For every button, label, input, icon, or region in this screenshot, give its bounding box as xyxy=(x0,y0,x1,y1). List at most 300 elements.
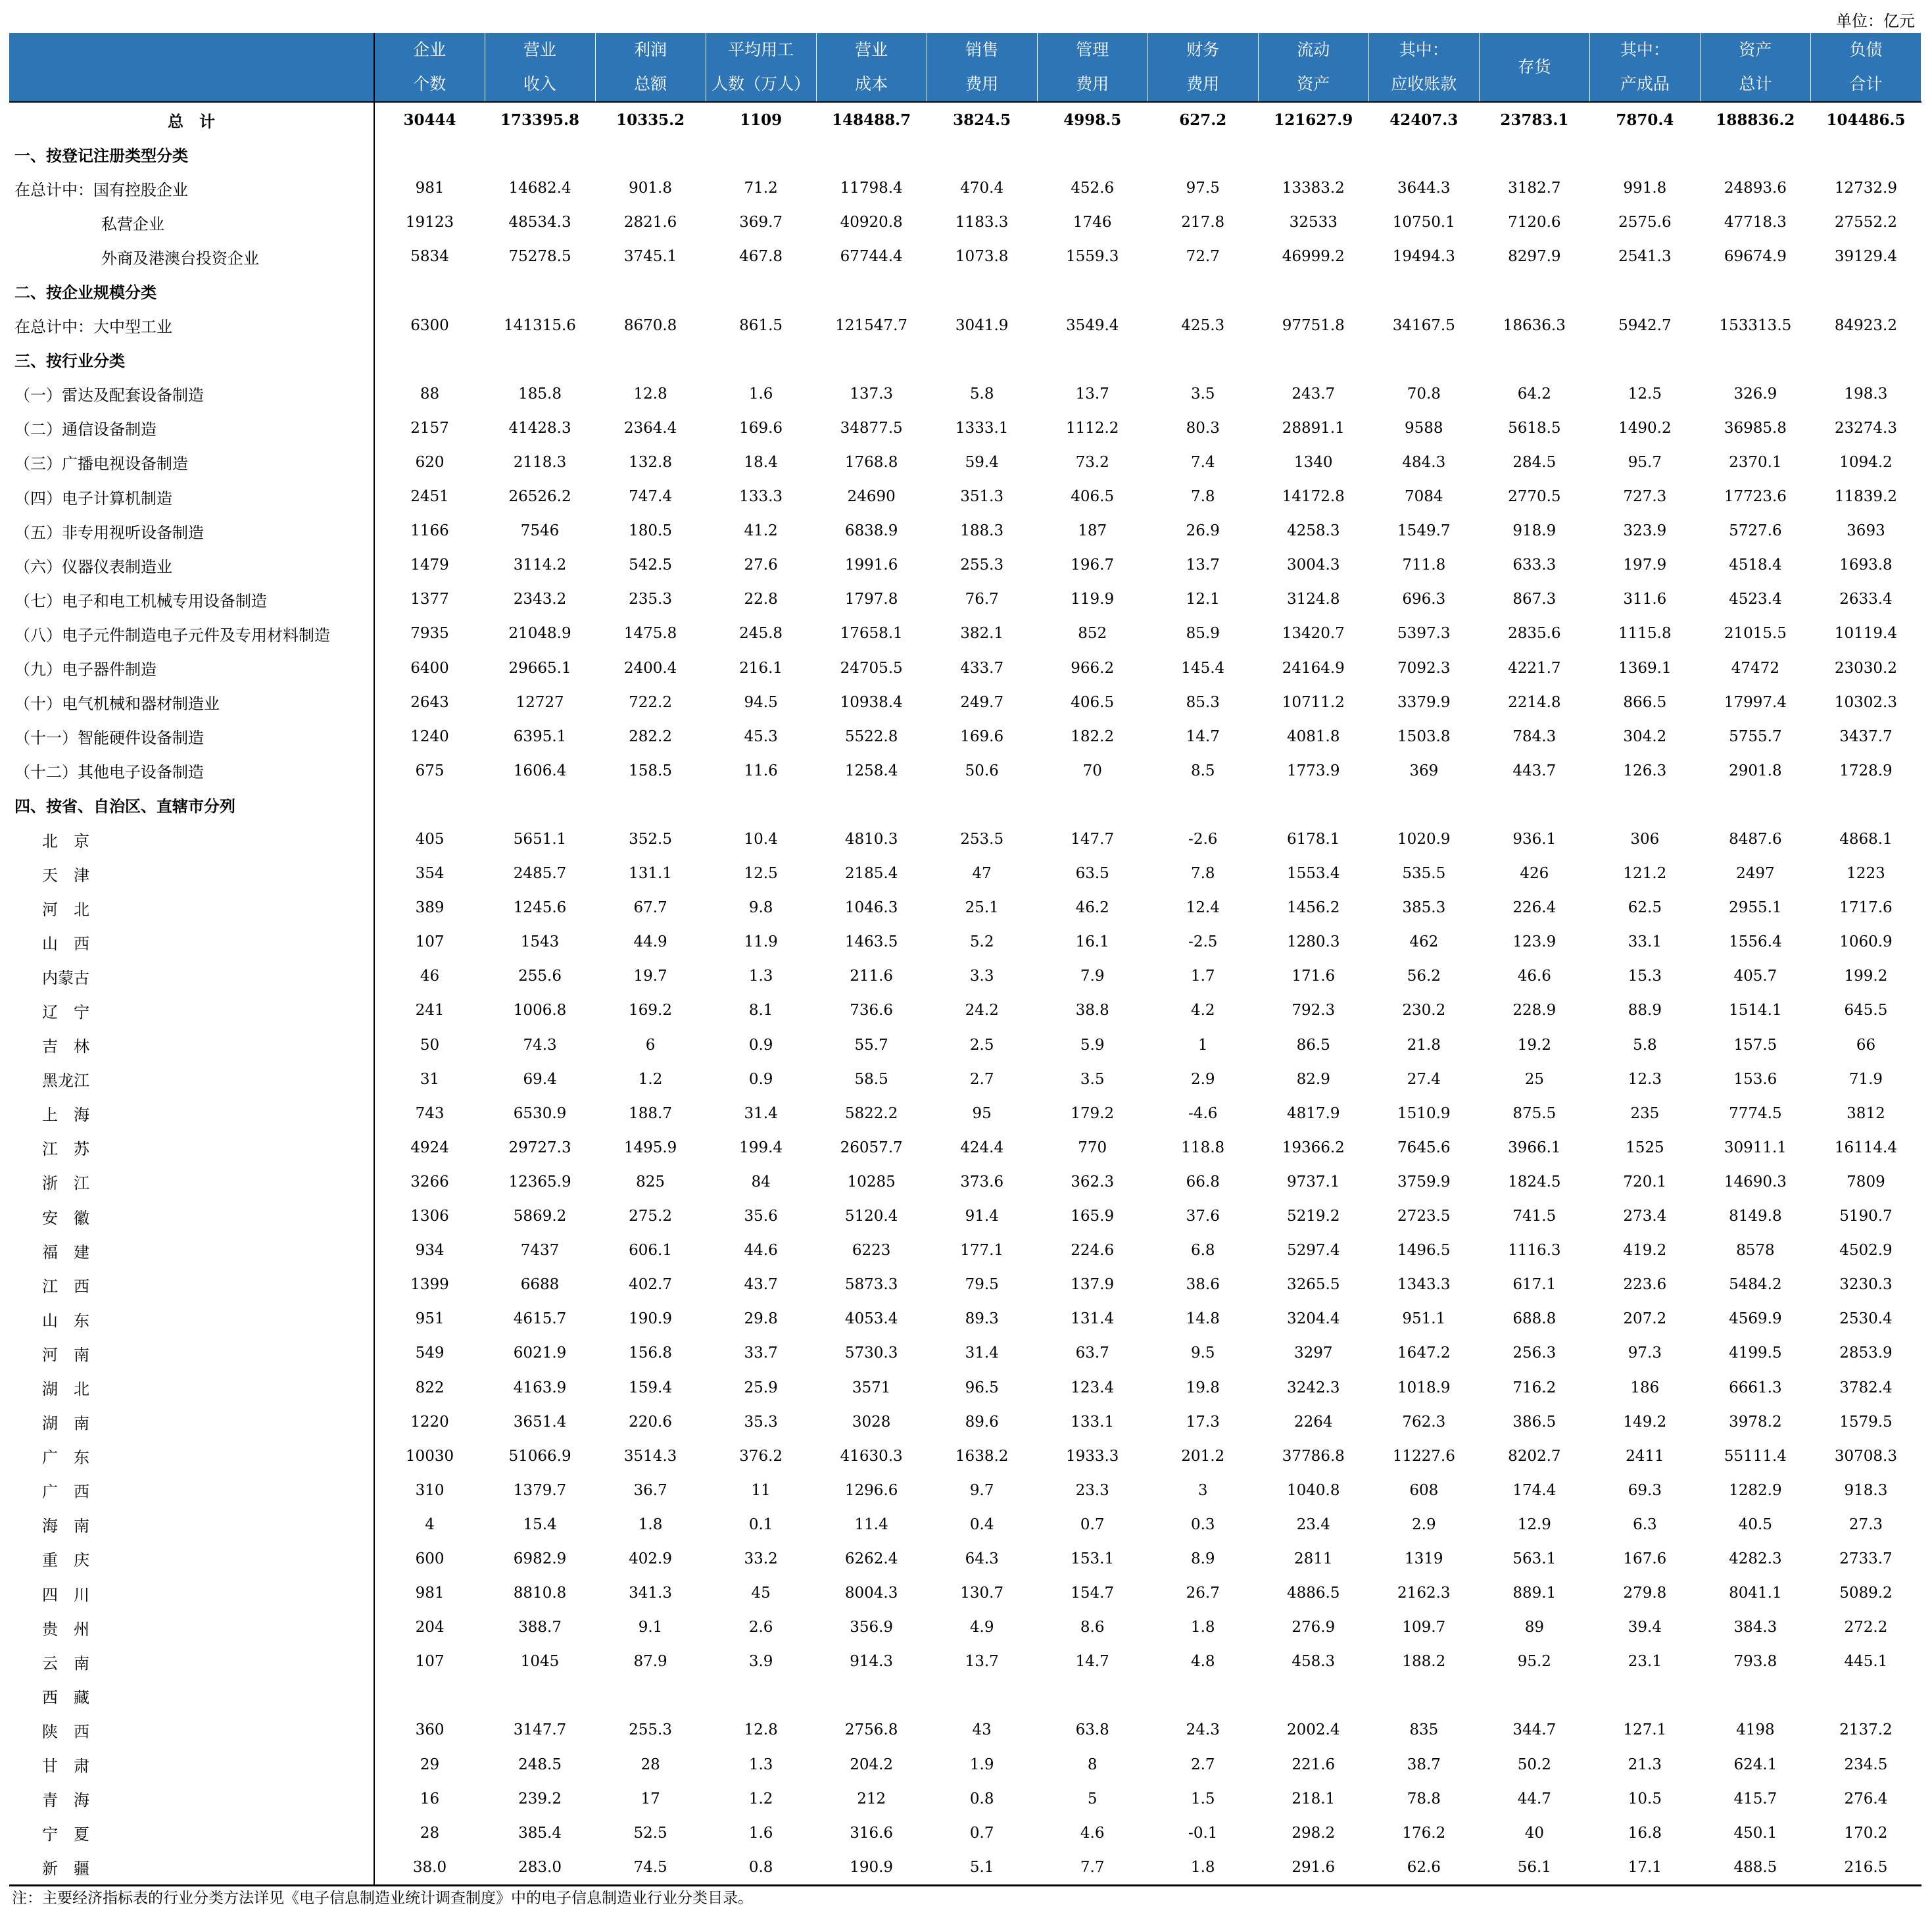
table-cell: 716.2 xyxy=(1512,1379,1557,1396)
table-cell: 720.1 xyxy=(1623,1173,1667,1191)
table-cell: 48534.3 xyxy=(508,214,571,232)
table-cell: 2770.5 xyxy=(1508,488,1561,506)
table-cell: 458.3 xyxy=(1292,1653,1336,1671)
table-header-row xyxy=(9,33,1921,102)
table-cell: 44.6 xyxy=(744,1242,778,1260)
table-cell: 344.7 xyxy=(1512,1721,1557,1739)
table-cell: 354 xyxy=(415,865,445,883)
section-row xyxy=(9,343,1921,377)
table-cell: 28 xyxy=(640,1756,660,1773)
table-cell: 16 xyxy=(420,1790,440,1807)
row-label: （七）电子和电工机械专用设备制造 xyxy=(9,582,374,616)
table-cell: 10335.2 xyxy=(595,102,706,137)
table-cell: 17658.1 xyxy=(840,625,903,643)
table-cell: 1040.8 xyxy=(1287,1481,1340,1499)
table-cell: 914.3 xyxy=(850,1653,894,1671)
table-cell: 97.3 xyxy=(1628,1344,1662,1362)
table-cell: 46 xyxy=(420,968,440,985)
table-cell xyxy=(816,274,927,308)
table-cell: 3204.4 xyxy=(1287,1310,1340,1328)
table-cell: 341.3 xyxy=(629,1585,672,1602)
table-cell: 7120.6 xyxy=(1508,214,1561,232)
table-row xyxy=(9,822,1921,856)
table-cell: 4.6 xyxy=(1080,1824,1105,1842)
table-cell: 0.7 xyxy=(969,1824,994,1842)
table-cell: 1.5 xyxy=(1190,1790,1215,1807)
table-cell: 4.8 xyxy=(1190,1653,1215,1671)
table-row xyxy=(9,959,1921,993)
table-cell: 84 xyxy=(751,1173,771,1191)
table-cell: 190.9 xyxy=(629,1310,672,1328)
table-cell: 21.8 xyxy=(1407,1036,1441,1054)
table-cell: 3182.7 xyxy=(1508,180,1561,197)
table-cell: 239.2 xyxy=(518,1790,562,1807)
table-cell: 866.5 xyxy=(1623,693,1667,711)
table-cell: 2633.4 xyxy=(1839,591,1893,608)
table-cell xyxy=(374,788,485,822)
table-cell: 228.9 xyxy=(1512,1002,1557,1020)
table-cell: 3.3 xyxy=(969,968,994,985)
table-row xyxy=(9,171,1921,205)
table-cell: 5755.7 xyxy=(1729,727,1782,745)
table-cell: 5297.4 xyxy=(1287,1242,1340,1260)
table-cell: 2.6 xyxy=(748,1619,773,1636)
table-cell xyxy=(1147,274,1258,308)
table-cell: 27.4 xyxy=(1407,1070,1441,1088)
table-cell: 6.3 xyxy=(1633,1515,1657,1533)
col-header: 财务 费用 xyxy=(1147,33,1258,102)
table-cell: 542.5 xyxy=(629,556,672,574)
table-cell: 14.7 xyxy=(1075,1653,1109,1671)
table-cell: 199.4 xyxy=(739,1139,783,1156)
table-cell: 450.1 xyxy=(1733,1824,1777,1842)
table-cell: 2400.4 xyxy=(623,659,677,677)
table-cell xyxy=(927,1679,1037,1713)
table-cell: 1.3 xyxy=(748,1756,773,1773)
table-cell: 10119.4 xyxy=(1834,625,1898,643)
table-cell: 0.4 xyxy=(969,1515,994,1533)
table-cell: 121.2 xyxy=(1623,865,1667,883)
table-cell: 1.7 xyxy=(1190,968,1215,985)
table-cell: 180.5 xyxy=(629,522,672,540)
table-cell: 861.5 xyxy=(739,316,783,334)
table-cell xyxy=(1147,1679,1258,1713)
table-cell: 5873.3 xyxy=(844,1276,898,1294)
row-label: 安 徽 xyxy=(9,1199,374,1233)
table-cell: 4924 xyxy=(410,1139,449,1156)
table-cell: 35.6 xyxy=(744,1208,778,1225)
table-cell: 793.8 xyxy=(1733,1653,1777,1671)
table-cell xyxy=(1479,343,1589,377)
table-cell: 5.2 xyxy=(969,933,994,951)
table-cell: 86.5 xyxy=(1296,1036,1330,1054)
table-cell: 1223 xyxy=(1847,865,1885,883)
table-cell: 174.4 xyxy=(1512,1481,1557,1499)
table-cell: 1503.8 xyxy=(1397,727,1451,745)
row-label: 在总计中：国有控股企业 xyxy=(9,171,374,205)
row-label: （六）仪器仪表制造业 xyxy=(9,548,374,582)
table-row xyxy=(9,1096,1921,1131)
table-cell: 56.2 xyxy=(1407,968,1441,985)
table-cell: 82.9 xyxy=(1296,1070,1330,1088)
table-cell: 6262.4 xyxy=(844,1550,898,1567)
table-cell: 59.4 xyxy=(965,453,999,471)
table-row xyxy=(9,308,1921,343)
table-row xyxy=(9,548,1921,582)
table-cell xyxy=(1368,788,1479,822)
table-cell: 1282.9 xyxy=(1729,1481,1782,1499)
table-cell: 8.6 xyxy=(1080,1619,1105,1636)
table-cell: 688.8 xyxy=(1512,1310,1557,1328)
table-cell: 792.3 xyxy=(1292,1002,1336,1020)
table-cell xyxy=(706,274,816,308)
row-label: 青 海 xyxy=(9,1782,374,1816)
table-cell: 27552.2 xyxy=(1834,214,1898,232)
table-cell: 37786.8 xyxy=(1282,1447,1345,1465)
table-cell: 3379.9 xyxy=(1397,693,1451,711)
table-cell xyxy=(816,1679,927,1713)
table-cell: 1333.1 xyxy=(955,419,1009,437)
table-cell xyxy=(485,788,595,822)
table-cell: 7870.4 xyxy=(1589,102,1700,137)
table-cell: 37.6 xyxy=(1186,1208,1220,1225)
table-cell: 2.9 xyxy=(1412,1515,1436,1533)
table-cell: 256.3 xyxy=(1512,1344,1557,1362)
table-cell: 56.1 xyxy=(1479,1850,1589,1886)
table-cell: 3147.7 xyxy=(513,1721,567,1739)
table-cell: 741.5 xyxy=(1512,1208,1557,1225)
table-cell: 33.2 xyxy=(744,1550,778,1567)
table-cell: 24705.5 xyxy=(840,659,903,677)
table-cell: 47472 xyxy=(1731,659,1779,677)
table-row xyxy=(9,1473,1921,1508)
table-cell: 0.9 xyxy=(748,1036,773,1054)
table-cell: 2497 xyxy=(1736,865,1775,883)
row-label: 河 北 xyxy=(9,891,374,925)
table-cell: 10750.1 xyxy=(1392,214,1455,232)
col-header: 平均用工 人数（万人） xyxy=(706,33,816,102)
table-body xyxy=(9,102,1921,1885)
table-cell: 1746 xyxy=(1073,214,1112,232)
table-cell: 89 xyxy=(1524,1619,1544,1636)
table-cell: 91.4 xyxy=(965,1208,999,1225)
table-cell: 187 xyxy=(1078,522,1107,540)
table-cell: 1094.2 xyxy=(1839,453,1893,471)
table-cell: 19366.2 xyxy=(1282,1139,1345,1156)
table-cell: 38.6 xyxy=(1186,1276,1220,1294)
row-label: 北 京 xyxy=(9,822,374,856)
table-cell: 3966.1 xyxy=(1508,1139,1561,1156)
table-cell xyxy=(1368,1679,1479,1713)
table-cell: 66.8 xyxy=(1186,1173,1220,1191)
col-header: 其中： 应收账款 xyxy=(1368,33,1479,102)
table-cell: 118.8 xyxy=(1181,1139,1225,1156)
table-cell xyxy=(374,274,485,308)
table-cell: 0.8 xyxy=(706,1850,816,1886)
table-cell: 3028 xyxy=(852,1413,891,1431)
table-cell: 9588 xyxy=(1405,419,1443,437)
row-label: 江 西 xyxy=(9,1267,374,1302)
table-cell: 5089.2 xyxy=(1839,1585,1893,1602)
table-cell: 549 xyxy=(415,1344,445,1362)
table-cell: 132.8 xyxy=(629,453,672,471)
table-cell: 867.3 xyxy=(1512,591,1557,608)
table-cell: 1112.2 xyxy=(1065,419,1119,437)
table-cell: 119.9 xyxy=(1071,591,1115,608)
table-cell: 1006.8 xyxy=(513,1002,567,1020)
table-cell: 58.5 xyxy=(854,1070,888,1088)
table-cell: 7084 xyxy=(1405,488,1443,506)
table-cell: 3437.7 xyxy=(1839,727,1893,745)
table-cell xyxy=(1700,1679,1810,1713)
table-cell: 1606.4 xyxy=(513,762,567,779)
table-row xyxy=(9,205,1921,239)
table-cell: 7.7 xyxy=(1037,1850,1147,1886)
table-cell: 207.2 xyxy=(1623,1310,1667,1328)
table-cell: 24690 xyxy=(847,488,896,506)
table-cell: 6688 xyxy=(520,1276,560,1294)
table-cell: 0.9 xyxy=(748,1070,773,1088)
table-cell: 25.9 xyxy=(744,1379,778,1396)
table-cell xyxy=(1810,137,1921,171)
table-cell: 5219.2 xyxy=(1287,1208,1340,1225)
table-cell: 96.5 xyxy=(965,1379,999,1396)
table-cell xyxy=(1037,788,1147,822)
table-row xyxy=(9,754,1921,788)
section-row xyxy=(9,274,1921,308)
table-cell: 1525 xyxy=(1626,1139,1664,1156)
table-cell: 196.7 xyxy=(1071,556,1115,574)
table-cell: 784.3 xyxy=(1512,727,1557,745)
table-cell: 12.9 xyxy=(1517,1515,1551,1533)
table-cell xyxy=(927,274,1037,308)
table-cell xyxy=(1258,1679,1368,1713)
table-cell: 3266 xyxy=(410,1173,449,1191)
table-cell: 177.1 xyxy=(960,1242,1004,1260)
table-cell: 9737.1 xyxy=(1287,1173,1340,1191)
table-cell: 51066.9 xyxy=(508,1447,571,1465)
table-cell: 8 xyxy=(1087,1756,1098,1773)
table-cell: 22.8 xyxy=(744,591,778,608)
table-cell: 21015.5 xyxy=(1724,625,1787,643)
table-row xyxy=(9,1233,1921,1267)
table-cell: 4518.4 xyxy=(1729,556,1782,574)
table-cell: 157.5 xyxy=(1733,1036,1777,1054)
row-label: （二）通信设备制造 xyxy=(9,411,374,445)
table-row xyxy=(9,1028,1921,1062)
table-cell xyxy=(1700,137,1810,171)
table-cell: 255.3 xyxy=(629,1721,672,1739)
table-cell: 405.7 xyxy=(1733,968,1777,985)
table-cell: 243.7 xyxy=(1292,385,1336,403)
table-cell: 2264 xyxy=(1293,1413,1333,1431)
table-cell: 153.1 xyxy=(1071,1550,1115,1567)
table-cell: 224.6 xyxy=(1071,1242,1115,1260)
table-cell: 770 xyxy=(1078,1139,1107,1156)
table-cell: 167.6 xyxy=(1623,1550,1667,1567)
table-cell: 0.8 xyxy=(969,1790,994,1807)
table-cell: 88.9 xyxy=(1628,1002,1662,1020)
table-cell: 1240 xyxy=(410,727,449,745)
unit-label: 单位：亿元 xyxy=(1836,12,1915,30)
table-cell: 39129.4 xyxy=(1834,248,1898,266)
table-cell: 4523.4 xyxy=(1729,591,1782,608)
table-cell: 169.6 xyxy=(960,727,1004,745)
table-cell: 711.8 xyxy=(1402,556,1446,574)
table-cell: 1933.3 xyxy=(1065,1447,1119,1465)
row-label: 湖 南 xyxy=(9,1405,374,1439)
table-cell: 69674.9 xyxy=(1724,248,1787,266)
table-cell: 19.7 xyxy=(633,968,667,985)
table-cell xyxy=(595,788,706,822)
table-cell: 148488.7 xyxy=(816,102,927,137)
table-cell xyxy=(1479,274,1589,308)
table-cell: 282.2 xyxy=(629,727,672,745)
table-cell xyxy=(1810,788,1921,822)
table-cell: 6223 xyxy=(852,1242,891,1260)
row-label: 西 藏 xyxy=(9,1679,374,1713)
table-cell: 5727.6 xyxy=(1729,522,1782,540)
table-cell: 1490.2 xyxy=(1618,419,1672,437)
table-cell: 204 xyxy=(415,1619,445,1636)
row-label: 河 南 xyxy=(9,1336,374,1370)
table-cell: 10285 xyxy=(847,1173,896,1191)
table-row xyxy=(9,1131,1921,1165)
table-cell: 620 xyxy=(415,453,445,471)
table-cell: 3230.3 xyxy=(1839,1276,1893,1294)
table-cell: 220.6 xyxy=(629,1413,672,1431)
table-cell: 45 xyxy=(751,1585,771,1602)
table-cell: 369 xyxy=(1409,762,1439,779)
table-cell: 1543 xyxy=(520,933,560,951)
table-cell: 1549.7 xyxy=(1397,522,1451,540)
table-cell: 2733.7 xyxy=(1839,1550,1893,1567)
table-cell: 38.7 xyxy=(1407,1756,1441,1773)
table-cell: 1306 xyxy=(410,1208,449,1225)
table-cell: 617.1 xyxy=(1512,1276,1557,1294)
table-cell: 1.8 xyxy=(1190,1619,1215,1636)
table-cell: 18636.3 xyxy=(1503,316,1566,334)
table-cell: 50.2 xyxy=(1517,1756,1551,1773)
table-cell: 40.5 xyxy=(1738,1515,1772,1533)
table-cell: 1638.2 xyxy=(955,1447,1009,1465)
table-cell: 47 xyxy=(972,865,992,883)
table-cell: 1773.9 xyxy=(1287,762,1340,779)
table-cell xyxy=(1589,137,1700,171)
table-cell: 47718.3 xyxy=(1724,214,1787,232)
table-cell: 2364.4 xyxy=(623,419,677,437)
table-cell: 389 xyxy=(415,899,445,917)
table-cell: 11227.6 xyxy=(1392,1447,1455,1465)
table-cell: 736.6 xyxy=(850,1002,894,1020)
table-cell: 966.2 xyxy=(1071,659,1115,677)
table-cell: 19.2 xyxy=(1517,1036,1551,1054)
table-cell: 3 xyxy=(1197,1481,1208,1499)
row-label: 福 建 xyxy=(9,1233,374,1267)
table-cell: 84923.2 xyxy=(1834,316,1898,334)
table-row xyxy=(9,1405,1921,1439)
table-cell: 1399 xyxy=(410,1276,449,1294)
table-cell xyxy=(1258,274,1368,308)
table-cell: 606.1 xyxy=(629,1242,672,1260)
col-header: 销售 费用 xyxy=(927,33,1037,102)
table-cell: 424.4 xyxy=(960,1139,1004,1156)
table-cell: 445.1 xyxy=(1844,1653,1888,1671)
footnote: 注：主要经济指标表的行业分类方法详见《电子信息制造业统计调查制度》中的电子信息制造业行业分类目录。 xyxy=(12,1890,753,1907)
table-cell: 283.0 xyxy=(485,1850,595,1886)
table-cell: 43 xyxy=(972,1721,992,1739)
table-cell: 41428.3 xyxy=(508,419,571,437)
table-cell: 351.3 xyxy=(960,488,1004,506)
table-cell: 230.2 xyxy=(1402,1002,1446,1020)
table-cell: 218.1 xyxy=(1292,1790,1336,1807)
table-cell: 44.7 xyxy=(1517,1790,1551,1807)
table-cell: 1369.1 xyxy=(1618,659,1672,677)
table-cell: 89.3 xyxy=(965,1310,999,1328)
table-cell: 3759.9 xyxy=(1397,1173,1451,1191)
table-cell: 4998.5 xyxy=(1037,102,1147,137)
table-cell: 104486.5 xyxy=(1810,102,1921,137)
col-header: 企业 个数 xyxy=(374,33,485,102)
row-label: 云 南 xyxy=(9,1644,374,1679)
table-row xyxy=(9,1850,1921,1886)
table-cell: 188.3 xyxy=(960,522,1004,540)
table-cell: 5942.7 xyxy=(1618,316,1672,334)
table-cell: 743 xyxy=(415,1104,445,1122)
table-cell: 2643 xyxy=(410,693,449,711)
table-cell xyxy=(595,137,706,171)
table-cell: 8.9 xyxy=(1190,1550,1215,1567)
table-cell: 388.7 xyxy=(518,1619,562,1636)
table-cell: 95.2 xyxy=(1517,1653,1551,1671)
table-cell: 467.8 xyxy=(739,248,783,266)
table-cell: 235 xyxy=(1630,1104,1660,1122)
table-cell: 171.6 xyxy=(1292,968,1336,985)
table-cell: 131.1 xyxy=(629,865,672,883)
table-cell: 645.5 xyxy=(1844,1002,1888,1020)
table-cell: 3514.3 xyxy=(623,1447,677,1465)
table-cell: 433.7 xyxy=(960,659,1004,677)
table-cell: 7645.6 xyxy=(1397,1139,1451,1156)
table-cell: 4502.9 xyxy=(1839,1242,1893,1260)
table-cell: 4 xyxy=(425,1515,435,1533)
table-cell: 2157 xyxy=(410,419,449,437)
table-cell: 89.6 xyxy=(965,1413,999,1431)
table-cell: 12732.9 xyxy=(1834,180,1898,197)
table-cell: 2370.1 xyxy=(1729,453,1782,471)
table-cell: 12365.9 xyxy=(508,1173,571,1191)
table-cell: 1559.3 xyxy=(1065,248,1119,266)
table-cell: 6300 xyxy=(410,316,449,334)
table-cell: 1556.4 xyxy=(1729,933,1782,951)
table-cell: 3041.9 xyxy=(955,316,1009,334)
row-label: 四、按省、自治区、直辖市分列 xyxy=(9,788,374,822)
table-cell: 8.5 xyxy=(1190,762,1215,779)
table-cell: 5190.7 xyxy=(1839,1208,1893,1225)
table-cell: 253.5 xyxy=(960,831,1004,848)
row-label: 天 津 xyxy=(9,856,374,891)
table-cell xyxy=(374,343,485,377)
table-cell: 2756.8 xyxy=(844,1721,898,1739)
table-cell: 3978.2 xyxy=(1729,1413,1782,1431)
table-cell: 535.5 xyxy=(1402,865,1446,883)
table-cell: 2118.3 xyxy=(513,453,567,471)
table-cell: 9.1 xyxy=(638,1619,663,1636)
table-cell: 889.1 xyxy=(1512,1585,1557,1602)
table-cell: 1768.8 xyxy=(844,453,898,471)
row-label: 陕 西 xyxy=(9,1713,374,1747)
table-cell xyxy=(1258,788,1368,822)
